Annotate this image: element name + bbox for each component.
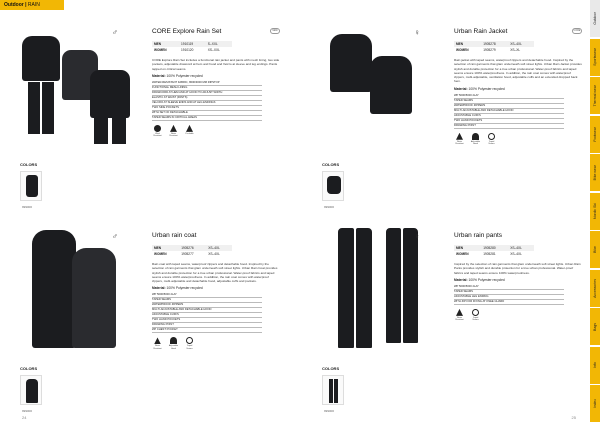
- subsection-name: RAIN: [27, 2, 40, 8]
- product-info: [454, 232, 582, 321]
- material: Material: 100% Polyester recycled: [152, 286, 203, 291]
- tab-info[interactable]: Info: [590, 347, 600, 385]
- feature-list: WATER-RESISTANT FABRIC, 8000/3000 MM RIPSTOP FUNCTIONAL MESH LINING DRAWCORD AT HEM AND AT HOOD TO ADJUST WIDTH ELASTIC AT WAIST (PANTS) VELCRO AT SLEEVE ENDS AND AT LEG ENDINGS TWO SIDE POCKETS WITH SET OF DETACHABLE TAPED SEAMS IN CRITICAL AREAS: [152, 81, 262, 121]
- tab-footwear[interactable]: Footwear: [590, 116, 600, 154]
- section-name: Outdoor: [4, 2, 24, 8]
- feature-icons: [152, 125, 280, 137]
- product-core-explore-rain-set: [10, 14, 280, 219]
- material: Material: 100% Polyester recycled: [454, 86, 505, 91]
- color-swatch[interactable]: [20, 375, 42, 405]
- product-image: [312, 14, 440, 154]
- pack-icon: Packable: [184, 125, 195, 137]
- colors-label: COLORS: [322, 162, 340, 167]
- product-title: Urban rain coat: [152, 232, 197, 239]
- product-description: Rain coat with taped seams, waterproof zippers and detachable hood. Inspired by the selection of rain garments that glam underneath soft street lights. Urban Rain Coat provides stylish and durable protection for a true urban professional. Water-proof fabrics and taped seams ensure 100% waterproofness. In addition, the rain coat comes with waterproof zippers, multi-adjustable and detachable hood, adjustable cuffs and pockets.: [152, 262, 278, 284]
- product-info: [152, 232, 280, 350]
- tab-bike-wear[interactable]: Bike wear: [590, 154, 600, 192]
- tab-index[interactable]: Index: [590, 385, 600, 423]
- swatch-code: 999000: [22, 205, 33, 209]
- hood-icon: Adjustable Hood: [470, 133, 481, 145]
- product-title: CORE Explore Rain Set: [152, 28, 222, 35]
- color-swatch[interactable]: [322, 375, 344, 405]
- product-title: Urban Rain Jacket: [454, 28, 508, 35]
- water-icon: Water Resistant: [152, 337, 163, 349]
- seams-icon: Taped Seams: [184, 337, 195, 349]
- feature-icons: [454, 133, 582, 145]
- product-image: [312, 218, 440, 358]
- tab-bike[interactable]: Bike: [590, 231, 600, 269]
- product-info: [454, 28, 582, 145]
- size-table: MEN 1905280 XS–4XL WOMEN 1905281 XS–4XL: [454, 245, 534, 257]
- tab-nordic-ski[interactable]: Nordic Ski: [590, 193, 600, 231]
- product-urban-rain-jacket: [312, 14, 582, 219]
- color-swatch[interactable]: [20, 171, 42, 201]
- section-header: Outdoor | RAIN: [0, 0, 64, 10]
- side-tab-nav: [590, 0, 600, 424]
- colors-label: COLORS: [322, 366, 340, 371]
- badge: CORE: [573, 30, 581, 32]
- product-urban-rain-pants: [312, 218, 582, 423]
- male-icon: ♂: [112, 232, 118, 241]
- product-info: [152, 28, 280, 137]
- female-icon: ♀: [414, 232, 420, 241]
- material: Material: 100% Polyester recycled: [152, 73, 203, 78]
- size-table: MEN 1905276 XS–4XL WOMEN 1905277 XS–4XL: [152, 245, 232, 257]
- tab-bags[interactable]: Bags: [590, 308, 600, 346]
- male-icon: ♂: [112, 28, 118, 37]
- feature-icons: [152, 337, 280, 349]
- swatch-code: 999000: [324, 409, 335, 413]
- product-description: Rain jacket with taped seams, waterproof zippers and detachable hood. Inspired by the selection of rain garments that glam underneath soft street lights. Urban Rain Jacket provides stylish and durable protection for a true urban professional. Water-proof fabrics and taped seams ensure 100% waterproofness. In addition, the rain coat comes with waterproof zippers, multi-adjustable, ventilation hood, adjustable cuffs and an extended dropped back hem.: [454, 58, 582, 84]
- water-icon: Water Resistant: [454, 309, 465, 321]
- product-urban-rain-coat: [10, 218, 280, 423]
- hood-icon: Adjustable Hood: [168, 337, 179, 349]
- tab-sportswear[interactable]: Sportswear: [590, 39, 600, 77]
- feature-list: WP 5000/5000 2LAY TAPED SEAMS WATERPROOF ZIPPERS MULTI-ADJUSTABLE AND DETACHABLE HOOD ADJUSTABLE CUFFS TWO HAND POCKETS DRAWING POINT: [454, 94, 564, 129]
- material: Material: 100% Polyester recycled: [454, 277, 505, 282]
- colors-label: COLORS: [20, 162, 38, 167]
- page-number-left: 24: [22, 415, 27, 420]
- tab-thermal-wear[interactable]: Thermal wear: [590, 77, 600, 115]
- tab-outdoor[interactable]: Outdoor: [590, 0, 600, 38]
- product-image: [10, 218, 138, 358]
- water-icon: Water Resistant: [168, 125, 179, 137]
- product-title: Urban rain pants: [454, 232, 503, 239]
- colors-label: COLORS: [20, 366, 38, 371]
- product-description: CORE Explore Rain Set includes a functional rain jacket and pants with mesh lining, two side pockets, adjustable drawcord at hem and hood and Velcro at sleeve and leg endings. Pants tapped on critical seams.: [152, 58, 280, 71]
- swatch-code: 999000: [324, 205, 335, 209]
- wind-icon: Wind Resistant: [152, 125, 163, 137]
- size-table: MEN 1905278 XS–4XL WOMEN 1905279 XS–XL: [454, 41, 534, 53]
- feature-list: WP 5000/5000 2LAY TAPED SEAMS WATERPROOF ZIPPERS MULTI-ADJUSTABLE AND DETACHABLE HOOD ADJUSTABLE CUFFS TWO HAND POCKETS DRAWING POINT ZIP CHEST POCKET: [152, 293, 262, 333]
- size-table: MEN 1910119 S–XXL WOMEN 1910120 XS–XXL: [152, 41, 232, 53]
- swatch-code: 999000: [22, 409, 33, 413]
- seams-icon: Taped Seams: [486, 133, 497, 145]
- seams-icon: Taped Seams: [470, 309, 481, 321]
- feature-list: WP 5000/5000 2LAY TAPED SEAMS ADJUSTABLE LEG ENDING WITH ZIP FOR FIXING AT KNEE GUARD: [454, 285, 564, 305]
- feature-icons: [454, 309, 582, 321]
- product-image: [10, 14, 138, 154]
- female-icon: ♀: [414, 28, 420, 37]
- tab-accessories[interactable]: Accessories: [590, 270, 600, 308]
- page-number-right: 25: [571, 415, 576, 420]
- water-icon: Water Resistant: [454, 133, 465, 145]
- color-swatch[interactable]: [322, 171, 344, 201]
- badge: NEW: [270, 28, 280, 34]
- product-description: Inspired by the selection of rain garments that glam underneath soft street lights. Urban Rain Pants provides stylish and durable protection for a true urban professional. Water-proof fabrics and taped seams ensure 100% waterproofness.: [454, 262, 581, 275]
